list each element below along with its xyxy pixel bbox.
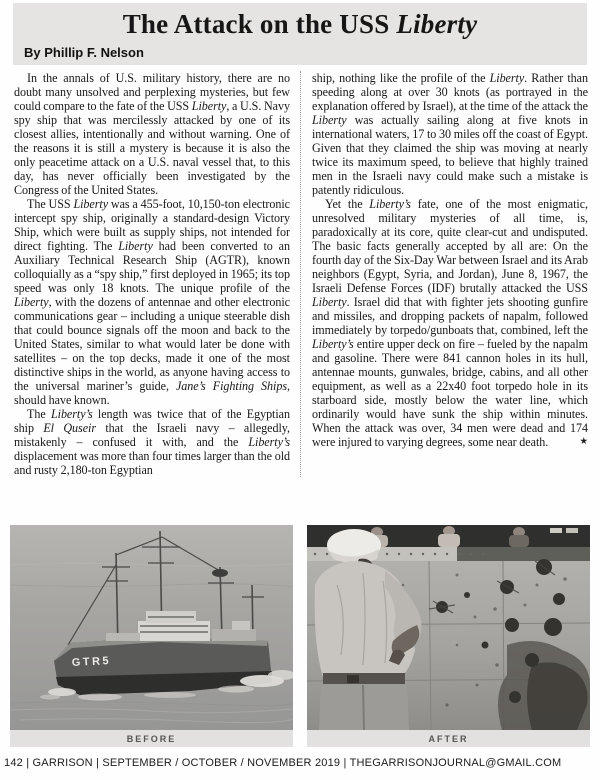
body-text: . Israel did that with fighter jets shooting gunfire and missiles, and dropping packets of napalm, followed immediately by torpedo/gunboats that, combined, left the bbox=[312, 295, 588, 337]
body-text: In the annals of U.S. military history, there are no doubt many unsolved and perplexing mysteries, but few could compare to the fate of the USS bbox=[14, 71, 290, 113]
body-text: displacement was more than four times larger than the old and rusty 2,180-ton Egyptian bbox=[14, 449, 290, 477]
body-text: ship, nothing like the profile of the bbox=[312, 71, 490, 85]
body-text: The bbox=[27, 407, 51, 421]
italic-text: Liberty’s bbox=[312, 337, 354, 351]
italic-text: Liberty bbox=[14, 295, 49, 309]
italic-text: Liberty bbox=[118, 239, 153, 253]
page-title bbox=[13, 3, 587, 40]
body-text: had been converted to an Auxiliary Technical Research Ship (AGTR), known colloquially as a “spy ship,” first deployed in 1965; its top speed was only 18 knots. The unique profile of the bbox=[14, 239, 290, 295]
ship-at-sea-illustration bbox=[10, 525, 293, 730]
article-body bbox=[14, 71, 588, 477]
body-text: , a U.S. Navy spy ship that was mercilessly attacked by one of its closest allies, intentionally and without warning. One of the reasons it is still a mystery is because it is also the only peacetime attack on a U.S. naval vessel that, to this day, has never officially been investigated by the Congress of the United States. bbox=[14, 99, 290, 197]
body-text: that the Israeli navy – allegedly, mistakenly – confused it with, and the bbox=[14, 421, 290, 449]
italic-text: Jane’s Fighting Ships bbox=[175, 379, 288, 393]
article-paragraph bbox=[14, 197, 290, 407]
italic-text: Liberty bbox=[312, 295, 347, 309]
article-header bbox=[13, 3, 587, 65]
body-text: length was twice that of the Egyptian ship bbox=[14, 407, 290, 435]
page-footer: 142 | GARRISON | SEPTEMBER / OCTOBER / NOVEMBER 2019 | THEGARRISONJOURNAL@GMAIL.COM bbox=[4, 757, 562, 769]
damaged-hull-illustration bbox=[307, 525, 590, 730]
body-text: , with the dozens of antennae and other electronic communications gear – including a unique steerable dish that could bounce signals off the moon and back to the United States, similar to what would later be done with satellites – on the top decks, made it one of the most distinctive ships in the world, as anyone having access to the universal mariner’s guide, bbox=[14, 295, 290, 393]
article-column-1 bbox=[14, 71, 290, 477]
body-text: was a 455-foot, 10,150-ton electronic intercept spy ship, originally a standard-design Victory Ship, which were built as supply ships, not intended for direct fighting. The bbox=[14, 197, 290, 253]
italic-text: Liberty bbox=[312, 113, 347, 127]
body-text: The USS bbox=[27, 197, 74, 211]
article-paragraph bbox=[14, 71, 290, 197]
hull-marking-gtr5: GTR5 bbox=[71, 654, 112, 669]
article-column-2 bbox=[300, 71, 588, 477]
title-italic-ship-name: Liberty bbox=[396, 9, 478, 39]
italic-text: Liberty bbox=[191, 99, 227, 113]
caption-after: AFTER bbox=[307, 730, 590, 747]
italic-text: Liberty’s bbox=[369, 197, 411, 211]
title-main: The Attack on the USS bbox=[122, 9, 390, 39]
body-text: entire upper deck on fire – fueled by the napalm and gasoline. There were 841 cannon holes in its hull, antennae mounts, gunwales, bridge, cabins, and all other equipment, as well as a 22x40 foot torpedo hole in its starboard side, mostly below the water line, which ordinarily would have sunk the ship within minutes. When the attack was over, 34 men were dead and 174 were injured to varying degrees, some near death. bbox=[312, 337, 588, 449]
end-star-mark: ★ bbox=[579, 437, 588, 447]
body-text: fate, one of the most enigmatic, unresolved military mysteries of all time, is, paradoxically at its core, quite clear-cut and undisputed. The basic facts generally accepted by all are: On the fourth day of the Six-Day War between Israel and its Arab neighbors (Egypt, Syria, and Jordan), June 8, 1967, the Israeli Defense Forces (IDF) brutally attacked the USS bbox=[312, 197, 588, 295]
byline: By Phillip F. Nelson bbox=[24, 45, 144, 60]
article-paragraph bbox=[312, 197, 588, 449]
italic-text: El Quseir bbox=[43, 421, 96, 435]
italic-text: Liberty’s bbox=[50, 407, 93, 421]
italic-text: Liberty’s bbox=[248, 435, 290, 449]
italic-text: Liberty bbox=[73, 197, 109, 211]
article-paragraph bbox=[14, 407, 290, 477]
italic-text: Liberty bbox=[489, 71, 525, 85]
body-text: . Rather than speeding along at over 30 knots (as portrayed in the explanation offered by Israel), at the time of the attack the bbox=[312, 71, 588, 113]
body-text: , should have known. bbox=[14, 379, 290, 407]
article-paragraph bbox=[312, 71, 588, 197]
photo-uss-liberty-before bbox=[10, 525, 293, 730]
caption-before: BEFORE bbox=[10, 730, 293, 747]
body-text: was actually sailing along at five knots in international waters, 17 to 30 miles off the coast of Egypt. Given that they claimed the ship was moving at nearly twice its maximum speed, to believe that highly trained men in the Israeli navy could make such a mistake is patently ridiculous. bbox=[312, 113, 588, 197]
photo-damaged-hull-after bbox=[307, 525, 590, 730]
body-text: Yet the bbox=[325, 197, 370, 211]
